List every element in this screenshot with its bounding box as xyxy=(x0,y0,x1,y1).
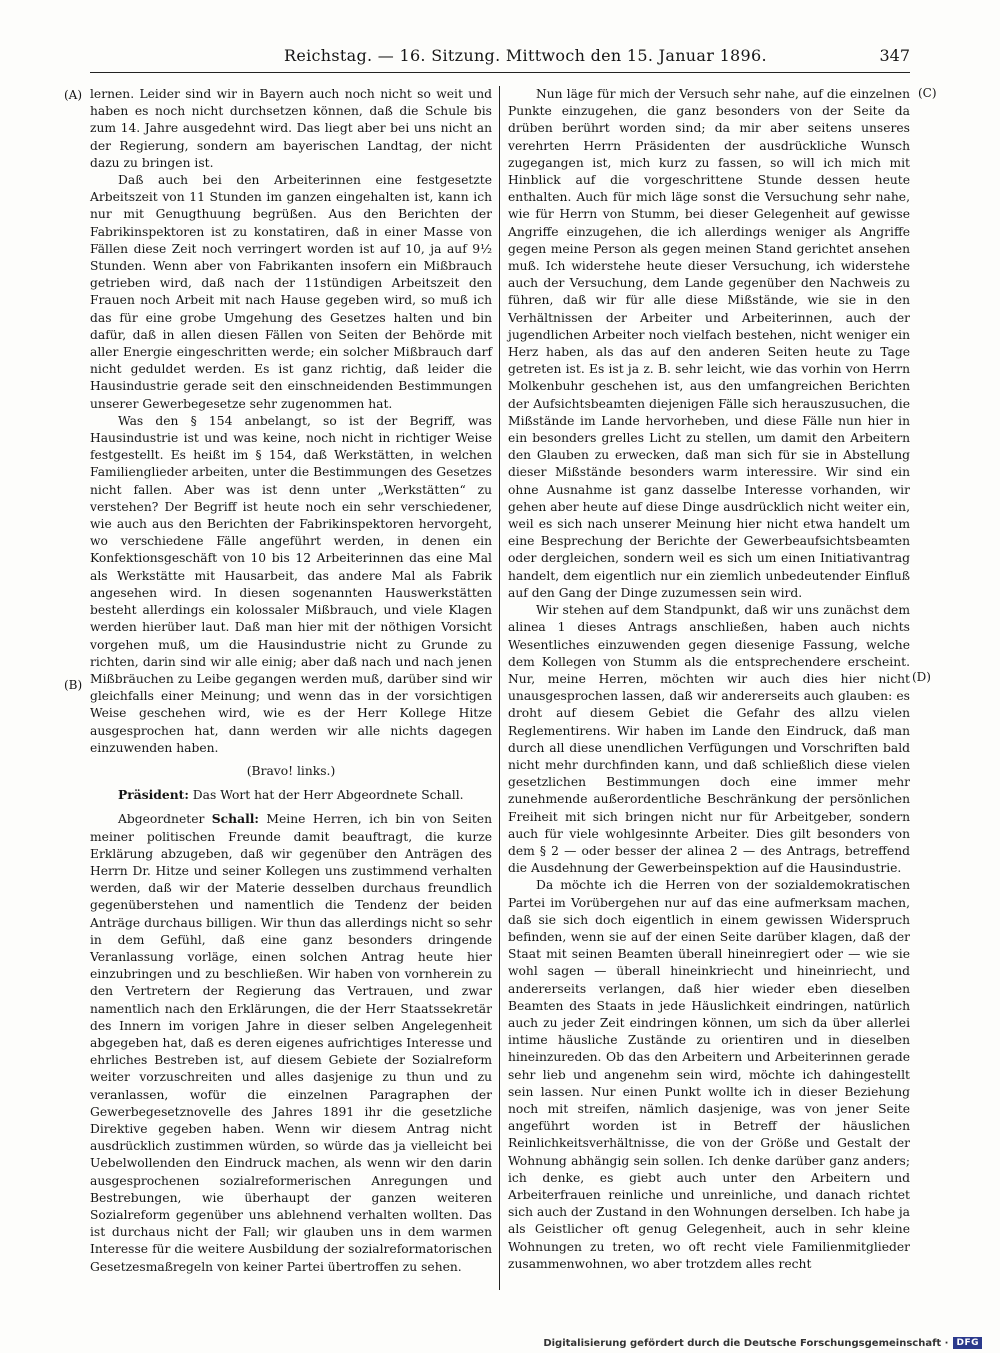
paragraph: lernen. Leider sind wir in Bayern auch noch nicht so weit und haben es noch nicht durchsetzen können, daß die Schule bis zum 14. Jahre ausgedehnt wird. Das liegt aber bei uns nicht an der Regierung, sondern am bayerischen Landtag, der nicht dazu zu bringen ist. xyxy=(90,87,492,170)
applause-note: (Bravo! links.) xyxy=(246,763,336,778)
speaker-intro: Abgeordneter xyxy=(118,812,212,827)
footer-credit xyxy=(543,1336,982,1350)
right-column xyxy=(508,86,910,1273)
running-title: Reichstag. — 16. Sitzung. Mittwoch den 15. Januar 1896. xyxy=(284,46,767,65)
paragraph: Da möchte ich die Herren von der sozialdemokratischen Partei im Vorübergehen nur auf das eine aufmerksam machen, daß sie sich doch eigentlich in einem gewissen Widerspruch befinden, wenn sie auf der einen Seite darüber klagen, daß der Staat mit seinen Beamten überall hineinregiert oder — wie sie wohl sagen — überall hineinkriecht und hineinriecht, und andererseits verlangen, daß hier wieder eben dieselben Beamten des Staats in jede Häuslichkeit eindringen, natürlich auch zu jeder Zeit eindringen können, um sich da über allerlei intime häusliche Zustände zu orientiren und in dieselben hineinzureden. Ob das den Arbeitern und Arbeiterinnen gerade sehr lieb und angenehm sein wird, möchte ich dahingestellt sein lassen. Nur einen Punkt wollte ich in dieser Beziehung noch mit streifen, nämlich dasjenige, was von jener Seite angeführt worden ist in Betreff der häuslichen Reinlichkeitsverhältnisse, die von der Größe und Gestalt der Wohnung abhängig sein sollen. Ich denke darüber ganz anders; ich denke, es giebt auch unter den Arbeitern und Arbeiterfrauen reinliche und unreinliche, und danach richtet sich auch der Zustand in den Wohnungen derselben. Ich habe ja als Geistlicher oft genug Gelegenheit, auch in sehr kleine Wohnungen zu treten, wo oft recht viele Familienmitglieder zusammenwohnen, wo aber trotzdem alles recht xyxy=(508,878,910,1271)
margin-marker-b: (B) xyxy=(64,678,83,692)
speech-paragraph xyxy=(90,810,492,1275)
speech-text: Meine Herren, ich bin von Seiten meiner politischen Freunde damit beauftragt, die kurze Erklärung abzugeben, daß wir gegenüber den Anträgen des Herrn Dr. Hitze und seiner Kollegen uns zustimmend verhalten werden, daß wir der Materie desselben durchaus freundlich gegenüberstehen und namentlich die Tendenz der beiden Anträge durchaus billigen. Wir thun das allerdings nicht so sehr in dem Gefühl, daß eine ganz besonders dringende Veranlassung vorläge, einen solchen Antrag heute hier einzubringen und zu beschließen. Wir haben von vornherein zu den Vertretern der Regierung das Vertrauen, und zwar namentlich nach den Erklärungen, die der Herr Staatssekretär des Innern im vorigen Jahre in dieser selben Angelegenheit abgegeben hat, daß es deren eigenes aufrichtiges Interesse und ehrliches Bestreben ist, auf diesem Gebiete der Sozialreform weiter vorzuschreiten und alles dasjenige zu thun und zu veranlassen, wofür die einzelnen Paragraphen der Gewerbegesetznovelle des Jahres 1891 ihr die gesetzliche Direktive gegeben haben. Wenn wir diesem Antrag nicht ausdrücklich zustimmen würden, so würde das ja vielleicht bei Uebelwollenden den Eindruck machen, als wenn wir den darin ausgesprochenen sozialreformerischen Anregungen und Bestrebungen, wie überhaupt der ganzen weiteren Sozialreform gegenüber uns ablehnend verhalten wollten. Das ist durchaus nicht der Fall; wir glauben uns in dem warmen Interesse für die weitere Ausbildung der sozialreformatorischen Gesetzesmaßregeln von keiner Partei übertroffen zu sehen. xyxy=(90,812,492,1274)
margin-marker-c: (C) xyxy=(918,86,937,100)
column-divider xyxy=(499,86,500,1290)
president-statement xyxy=(90,786,492,804)
footer-text: Digitalisierung gefördert durch die Deutsche Forschungsgemeinschaft · xyxy=(543,1337,949,1349)
page-header xyxy=(90,44,910,72)
margin-marker-a: (A) xyxy=(64,88,83,102)
speaker-label: Präsident: xyxy=(118,787,189,803)
paragraph: Wir stehen auf dem Standpunkt, daß wir uns zunächst dem alinea 1 dieses Antrags anschließen, haben auch nichts Wesentliches einzuwenden gegen diesenige Fassung, welche dem Kollegen von Stumm als die entsprechendere erscheint. Nur, meine Herren, möchten wir auch dies hier nicht unausgesprochen lassen, daß wir andererseits auch glauben: es droht auf diesem Gebiet die Gefahr des allzu vielen Reglementirens. Wir haben im Lande den Eindruck, daß man durch all diese unendlichen Verfügungen und Vorschriften bald nicht mehr durchfinden kann, und daß schließlich diese vielen gesetzlichen Bestimmungen doch eine immer mehr zunehmende außerordentliche Beschränkung der persönlichen Freiheit mit sich bringen nicht nur für Arbeitgeber, sondern auch für viele wohlgesinnte Arbeiter. Dies gilt besonders von dem § 2 — oder besser der alinea 2 — des Antrags, betreffend die Ausdehnung der Gewerbeinspektion auf die Hausindustrie. xyxy=(508,603,910,876)
speaker-name: Schall: xyxy=(211,811,259,827)
paragraph: Was den § 154 anbelangt, so ist der Begriff, was Hausindustrie ist und was keine, noch nicht in richtiger Weise festgestellt. Es heißt im § 154, daß Werkstätten, in welchen Familienglieder arbeiten, unter die Bestimmungen des Gesetzes nicht fallen. Aber was ist denn unter „Werkstätten“ zu verstehen? Der Begriff ist heute noch ein sehr verschiedener, wie auch aus den Berichten der Fabrikinspektoren hervorgeht, wo verschiedene Fälle angeführt werden, in denen ein Konfektionsgeschäft von 10 bis 12 Arbeiterinnen das eine Mal als Werkstätte mit Hausarbeit, das andere Mal als Fabrik angesehen wird. In diesen sogenannten Hauswerkstätten besteht allerdings ein kolossaler Mißbrauch, und viele Klagen werden hierüber laut. Daß man hier mit der nöthigen Vorsicht vorgehen muß, um die Hausindustrie nicht zu Grunde zu richten, darin sind wir alle einig; aber daß nach und nach jenen Mißbräuchen zu Leibe gegangen werden muß, darüber sind wir gleichfalls einer Meinung; und wenn das in der vorsichtigen Weise geschehen wird, wie es der Herr Kollege Hitze ausgesprochen hat, dann werden wir alle nichts dagegen einzuwenden haben. xyxy=(90,413,492,755)
margin-marker-d: (D) xyxy=(912,670,931,684)
left-column xyxy=(90,86,492,1276)
page-number: 347 xyxy=(879,46,910,65)
dfg-logo: DFG xyxy=(953,1337,982,1349)
statement-text: Das Wort hat der Herr Abgeordnete Schall. xyxy=(188,788,464,803)
paragraph: Nun läge für mich der Versuch sehr nahe, auf die einzelnen Punkte einzugehen, die ganz besonders von der Seite da drüben berührt worden sind; da mir aber seitens unseres verehrten Herrn Präsidenten der ausdrückliche Wunsch zugegangen ist, mich kurz zu fassen, so will ich mich mit Hinblick auf die vorgeschrittene Stunde dessen heute enthalten. Auch für mich läge sonst die Versuchung sehr nahe, wie für Herrn von Stumm, bei dieser Gelegenheit auf gewisse Angriffe einzugehen, die ich allerdings weniger als Angriffe gegen meine Person als gegen meinen Stand gerichtet ansehen muß. Ich widerstehe heute dieser Versuchung, ich widerstehe auch der Versuchung, dem Lande gegenüber den Nachweis zu führen, daß wir für alle diese Mißstände, wie sie in den Verhältnissen der Arbeiter und Arbeiterinnen, auch der jugendlichen Arbeiter noch vielfach bestehen, nicht weniger ein Herz haben, als das auf den anderen Seiten heute zu Tage getreten ist. Es ist ja z. B. sehr leicht, wie das vorhin von Herrn Molkenbuhr geschehen ist, aus den umfangreichen Berichten der Aufsichtsbeamten diejenigen Fälle sich herauszusuchen, die Mißstände im Lande hervorheben, und diese Fälle nun hier in ein besonders grelles Licht zu stellen, um damit den Arbeitern den Glauben zu erwecken, daß man sich für sie in Abstellung dieser Mißstände besonders warm interessire. Wir sind ein ohne Ausnahme ist ganz dasselbe Interesse vorhanden, wir gehen aber heute auf diese Dinge ausdrücklich nicht weiter ein, weil es sich nach unserer Meinung hier nicht etwa handelt um eine Besprechung der Berichte der Gewerbeaufsichtsbeamten oder dergleichen, sondern weil es sich um einen Initiativantrag handelt, dem eigentlich nur ein ziemlich unbedeutender Einfluß auf den Gang der Dinge zuzumessen sein wird. xyxy=(508,87,910,600)
paragraph: Daß auch bei den Arbeiterinnen eine festgesetzte Arbeitszeit von 11 Stunden im ganzen eingehalten ist, kann ich nur mit Genugthuung begrüßen. Aus den Berichten der Fabrikinspektoren ist zu konstatiren, daß in einer Masse von Fällen diese Zeit noch verringert worden ist auf 10, ja auf 9½ Stunden. Wenn aber von Fabrikanten insofern ein Mißbrauch getrieben wird, daß nach der 11stündigen Arbeitszeit den Frauen noch Arbeit mit nach Hause gegeben wird, so muß ich das für eine grobe Umgehung des Gesetzes halten und bin dafür, daß in allen diesen Fällen von Seiten der Behörde mit aller Energie eingeschritten werde; ein solcher Mißbrauch darf nicht geduldet werden. Es ist ganz richtig, daß leider die Hausindustrie gerade seit den einschneidenden Bestimmungen unserer Gewerbegesetze sehr zugenommen hat. xyxy=(90,173,492,411)
header-rule xyxy=(90,72,910,73)
